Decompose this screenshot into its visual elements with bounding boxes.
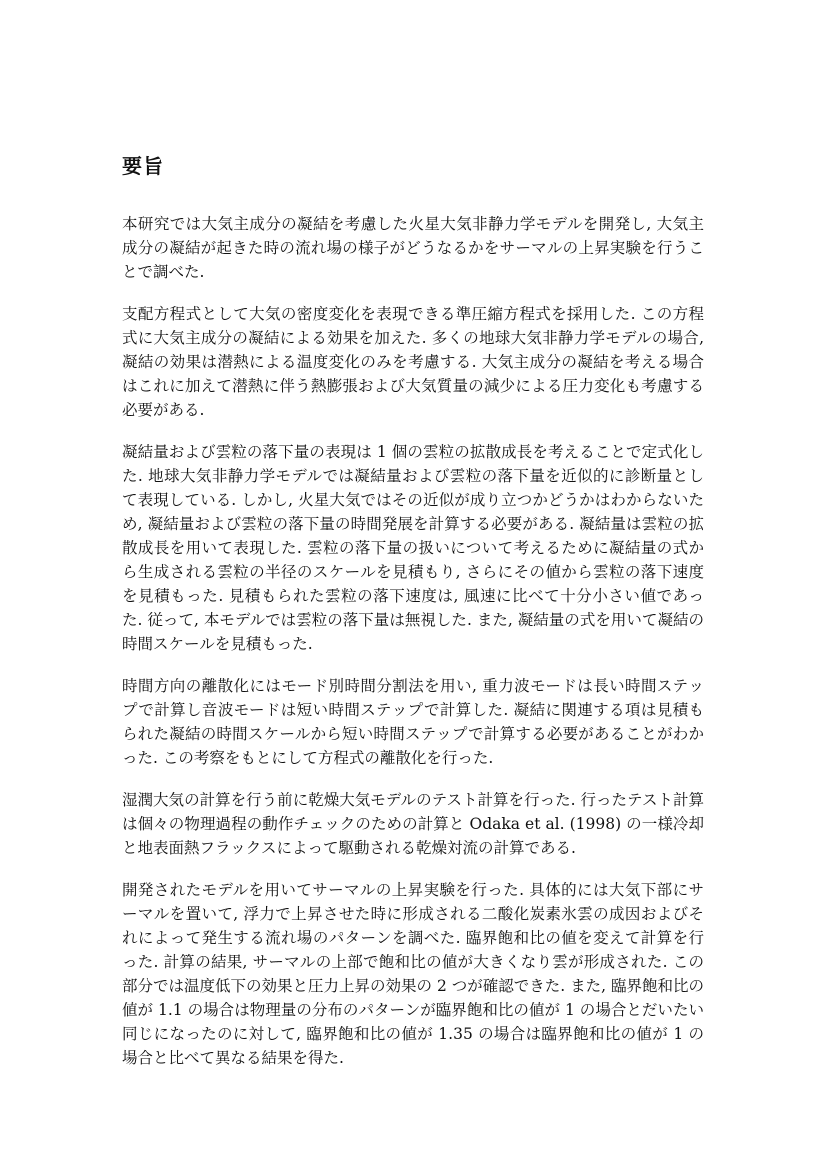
abstract-paragraph-5: 湿潤大気の計算を行う前に乾燥大気モデルのテスト計算を行った. 行ったテスト計算は個々の物理過程の動作チェックのための計算と Odaka et al. (1998) の一様冷却と地表面熱フラックスによって駆動される乾燥対流の計算である. — [122, 791, 704, 857]
abstract-paragraph-6: 開発されたモデルを用いてサーマルの上昇実験を行った. 具体的には大気下部にサーマルを置いて, 浮力で上昇させた時に形成される二酸化炭素氷雲の成因およびそれによって発生する流れ場のパターンを調べた. 臨界飽和比の値を変えて計算を行った. 計算の結果, サーマルの上部で飽和比の値が大きくなり雲が形成された. この部分では温度低下の効果と圧力上昇の効果の 2 つが確認できた. また, 臨界飽和比の値が 1.1 の場合は物理量の分布のパターンが臨界飽和比の値が 1 の場合とだいたい同じになったのに対して, 臨界飽和比の値が 1.35 の場合は臨界飽和比の値が 1 の場合と比べて異なる結果を得た. — [122, 881, 704, 1067]
abstract-heading: 要旨 — [122, 154, 164, 178]
abstract-page — [122, 150, 704, 1088]
abstract-paragraph-1: 本研究では大気主成分の凝結を考慮した火星大気非静力学モデルを開発し, 大気主成分の凝結が起きた時の流れ場の様子がどうなるかをサーマルの上昇実験を行うことで調べた. — [122, 215, 704, 281]
abstract-paragraph-2: 支配方程式として大気の密度変化を表現できる準圧縮方程式を採用した. この方程式に大気主成分の凝結による効果を加えた. 多くの地球大気非静力学モデルの場合, 凝結の効果は潜熱による温度変化のみを考慮する. 大気主成分の凝結を考える場合はこれに加えて潜熱に伴う熱膨張および大気質量の減少による圧力変化も考慮する必要がある. — [122, 305, 704, 419]
abstract-paragraph-3: 凝結量および雲粒の落下量の表現は 1 個の雲粒の拡散成長を考えることで定式化した. 地球大気非静力学モデルでは凝結量および雲粒の落下量を近似的に診断量として表現している. しかし, 火星大気ではその近似が成り立つかどうかはわからないため, 凝結量および雲粒の落下量の時間発展を計算する必要がある. 凝結量は雲粒の拡散成長を用いて表現した. 雲粒の落下量の扱いについて考えるために凝結量の式から生成される雲粒の半径のスケールを見積もり, さらにその値から雲粒の落下速度を見積もった. 見積もられた雲粒の落下速度は, 風速に比べて十分小さい値であった. 従って, 本モデルでは雲粒の落下量は無視した. また, 凝結量の式を用いて凝結の時間スケールを見積もった. — [122, 443, 704, 653]
abstract-paragraph-4: 時間方向の離散化にはモード別時間分割法を用い, 重力波モードは長い時間ステップで計算し音波モードは短い時間ステップで計算した. 凝結に関連する項は見積もられた凝結の時間スケールから短い時間ステップで計算する必要があることがわかった. この考察をもとにして方程式の離散化を行った. — [122, 677, 704, 767]
